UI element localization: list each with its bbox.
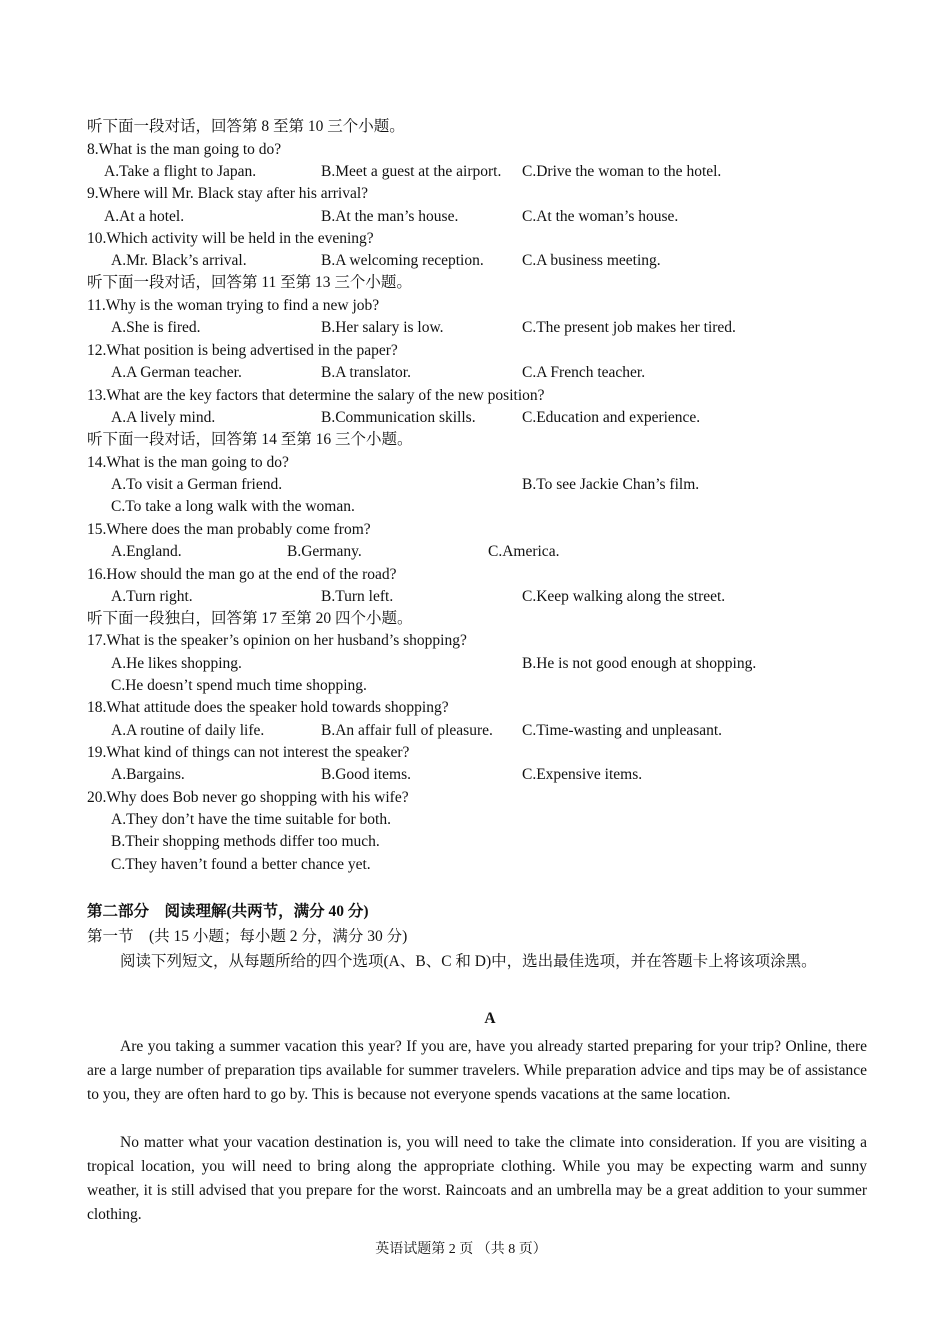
option-10a: A.Mr. Black’s arrival. [111,252,247,269]
part-two-title: 第二部分 阅读理解(共两节，满分 40 分) [87,903,369,920]
question-18: 18.What attitude does the speaker hold towards shopping? [87,699,449,716]
instruction-11-13: 听下面一段对话，回答第 11 至第 13 三个小题。 [87,274,412,291]
instruction-14-16: 听下面一段对话，回答第 14 至第 16 三个小题。 [87,431,413,448]
option-8c: C.Drive the woman to the hotel. [522,163,722,180]
option-20a: A.They don’t have the time suitable for both. [111,811,391,828]
option-12c: C.A French teacher. [522,364,646,381]
option-15c: C.America. [488,543,560,560]
option-18b: B.An affair full of pleasure. [321,722,493,739]
question-12: 12.What position is being advertised in the paper? [87,342,398,359]
section-one-title: 第一节 (共 15 小题；每小题 2 分，满分 30 分) [87,928,408,945]
question-9: 9.Where will Mr. Black stay after his arrival? [87,185,369,202]
option-8b: B.Meet a guest at the airport. [321,163,502,180]
option-18c: C.Time-wasting and unpleasant. [522,722,723,739]
instruction-8-10: 听下面一段对话，回答第 8 至第 10 三个小题。 [87,118,405,135]
option-14c: C.To take a long walk with the woman. [111,498,355,515]
passage-paragraph-1: Are you taking a summer vacation this year? If you are, have you already started preparing for your trip? Online, there are a large number of preparation tips available for summer travelers. While preparation advice and tips may be of assistance to you, they are often hard to go by. This is because not everyone spends vacations at the same location. [87,1038,867,1103]
question-13: 13.What are the key factors that determine the salary of the new position? [87,387,545,404]
option-14a: A.To visit a German friend. [111,476,283,493]
option-20b: B.Their shopping methods differ too much. [111,833,380,850]
passage-label: A [484,1010,496,1027]
option-11a: A.She is fired. [111,319,201,336]
option-16b: B.Turn left. [321,588,394,605]
option-11c: C.The present job makes her tired. [522,319,736,336]
option-19a: A.Bargains. [111,766,185,783]
option-13c: C.Education and experience. [522,409,701,426]
instruction-17-20: 听下面一段独白，回答第 17 至第 20 四个小题。 [87,610,413,627]
question-17: 17.What is the speaker’s opinion on her husband’s shopping? [87,632,467,649]
option-12b: B.A translator. [321,364,411,381]
option-9c: C.At the woman’s house. [522,208,679,225]
option-17a: A.He likes shopping. [111,655,242,672]
option-13b: B.Communication skills. [321,409,476,426]
question-8: 8.What is the man going to do? [87,141,282,158]
option-20c: C.They haven’t found a better chance yet. [111,856,371,873]
option-9b: B.At the man’s house. [321,208,459,225]
question-15: 15.Where does the man probably come from? [87,521,371,538]
option-15a: A.England. [111,543,182,560]
option-17c: C.He doesn’t spend much time shopping. [111,677,367,694]
question-19: 19.What kind of things can not interest the speaker? [87,744,410,761]
option-11b: B.Her salary is low. [321,319,444,336]
question-20: 20.Why does Bob never go shopping with his wife? [87,789,409,806]
option-9a: A.At a hotel. [104,208,185,225]
question-16: 16.How should the man go at the end of the road? [87,566,397,583]
question-11: 11.Why is the woman trying to find a new job? [87,297,380,314]
passage-paragraph-2: No matter what your vacation destination is, you will need to take the climate into consideration. If you are visiting a tropical location, you will need to bring along the appropriate clothing. While you may be expecting warm and sunny weather, it is still advised that you prepare for the worst. Raincoats and an umbrella may be a great addition to your summer clothing. [87,1134,867,1223]
option-15b: B.Germany. [287,543,362,560]
option-16c: C.Keep walking along the street. [522,588,726,605]
option-10c: C.A business meeting. [522,252,661,269]
question-10: 10.Which activity will be held in the evening? [87,230,374,247]
option-16a: A.Turn right. [111,588,193,605]
option-19b: B.Good items. [321,766,411,783]
option-14b: B.To see Jackie Chan’s film. [522,476,700,493]
option-13a: A.A lively mind. [111,409,216,426]
option-8a: A.Take a flight to Japan. [104,163,257,180]
option-17b: B.He is not good enough at shopping. [522,655,757,672]
question-14: 14.What is the man going to do? [87,454,289,471]
option-19c: C.Expensive items. [522,766,643,783]
option-12a: A.A German teacher. [111,364,242,381]
reading-instruction: 阅读下列短文，从每题所给的四个选项(A、B、C 和 D)中，选出最佳选项，并在答题卡上将该项涂黑。 [120,953,817,970]
page-footer: 英语试题第 2 页 （共 8 页） [375,1242,547,1257]
option-10b: B.A welcoming reception. [321,252,484,269]
option-18a: A.A routine of daily life. [111,722,265,739]
